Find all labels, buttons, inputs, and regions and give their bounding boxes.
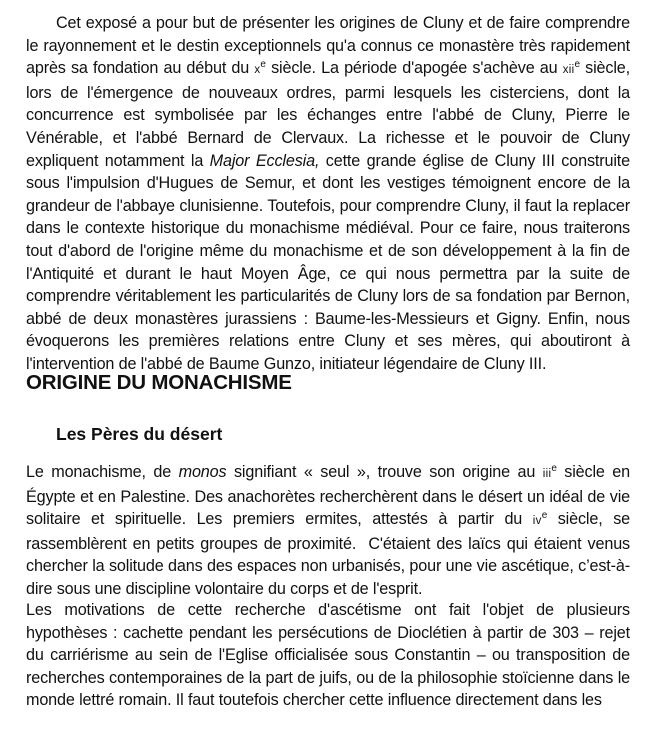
text-line: expliquent notamment la Major Ecclesia, cette grande église de Cluny III construite xyxy=(26,151,630,170)
text-line: l'intervention de l'abbé de Baume Gunzo, initiateur légendaire de Cluny III. xyxy=(26,354,547,373)
ordinal-suffix: e xyxy=(574,59,580,71)
text-line: chercher la solitude dans des espaces non urbanisés, pour une vie ascétique, c’est-à- xyxy=(26,557,630,576)
text-line: concurrence est symbolisée par les échanges entre l'abbé de Cluny, Pierre le xyxy=(26,106,630,125)
text-line: du carriérisme au sein de l'Eglise officialisée sous Constantin – ou transposition de xyxy=(26,646,630,665)
text-line: hypothèses : cachette pendant les persécutions de Dioclétien à partir de 303 – rejet xyxy=(26,623,630,642)
text-line: dans le contexte historique du monachisme médiéval. Pour ce faire, nous traiterons xyxy=(26,219,630,238)
text-line: abbé de deux monastères jurassiens : Baume-les-Messieurs et Gigny. Enfin, nous xyxy=(26,309,630,328)
text-line: après sa fondation au début du $x^e$ siècle. La période d'apogée s'achève au xii$^e$ siècle, xyxy=(26,59,631,78)
text-line: comprendre véritablement les particularités de Cluny lors de sa fondation par Bernon, xyxy=(26,287,630,306)
text-line: Les motivations de cette recherche d'ascétisme ont fait l'objet de plusieurs xyxy=(26,601,630,619)
italic-term: Major Ecclesia, xyxy=(209,151,320,170)
text-line: monde lettré romain. Il faut toutefois chercher cette influence directement dans les xyxy=(26,691,602,710)
text-line: rassemblèrent en petits groupes de proximité. C'étaient des laïcs qui étaient venus xyxy=(26,534,630,553)
text-line: grandeur de l'abbaye clunisienne. Toutefois, pour comprendre Cluny, il faut la replacer xyxy=(26,196,630,215)
ordinal-suffix: e xyxy=(551,463,557,474)
desert-fathers-paragraph xyxy=(26,461,630,601)
text-line: recherches contemporaines de la part de juifs, ou de la philosophie stoïcienne dans le xyxy=(26,668,630,687)
century-numeral: iv xyxy=(532,515,542,528)
text-line: tout d'abord de l'origine même du monachisme et de son développement à la fin de xyxy=(26,241,630,260)
section-heading: ORIGINE DU MONACHISME xyxy=(26,371,292,394)
text-line: solitaire et spirituelle. Les premiers ermites, attestés à partir du $iv^e$ siècle, se xyxy=(26,510,630,529)
subsection-heading: Les Pères du désert xyxy=(56,424,223,444)
text-line: le rayonnement et le destin exceptionnels qu'a connus ce monastère très rapidement xyxy=(26,36,630,55)
text-line: Le monachisme, de monos signifiant « seul », trouve son origine au iii$^e$ siècle en xyxy=(26,463,630,481)
ordinal-suffix: e xyxy=(541,510,548,522)
century-numeral: iii xyxy=(542,468,552,480)
century-numeral: x xyxy=(254,64,261,77)
intro-paragraph xyxy=(26,12,630,376)
motivations-paragraph xyxy=(26,599,630,712)
text-line: Égypte et en Palestine. Des anachorètes recherchèrent dans le désert un idéal de vie xyxy=(26,487,630,506)
text-line: Cet exposé a pour but de présenter les origines de Cluny et de faire comprendre xyxy=(56,14,630,32)
text-line: l'Antiquité et durant le haut Moyen Âge, ce qui nous permettra par la suite de xyxy=(26,264,630,283)
ordinal-suffix: e xyxy=(260,59,266,71)
text-line: sous l'impulsion d'Hugues de Semur, et dont les vestiges témoignent encore de la xyxy=(26,174,630,193)
text-line: évoquerons les premières relations entre Cluny et ses mères, qui aboutiront à xyxy=(26,332,630,351)
text-line: lors de l'émergence de nouveaux ordres, parmi lesquels les cisterciens, dont la xyxy=(26,83,630,102)
century-numeral: xii xyxy=(562,64,575,77)
text-line: dire sous une discipline volontaire du corps et de l'esprit. xyxy=(26,579,423,598)
text-line: Vénérable, et l'abbé Bernard de Clervaux. La richesse et le pouvoir de Cluny xyxy=(26,128,630,147)
italic-term: monos xyxy=(178,463,227,481)
